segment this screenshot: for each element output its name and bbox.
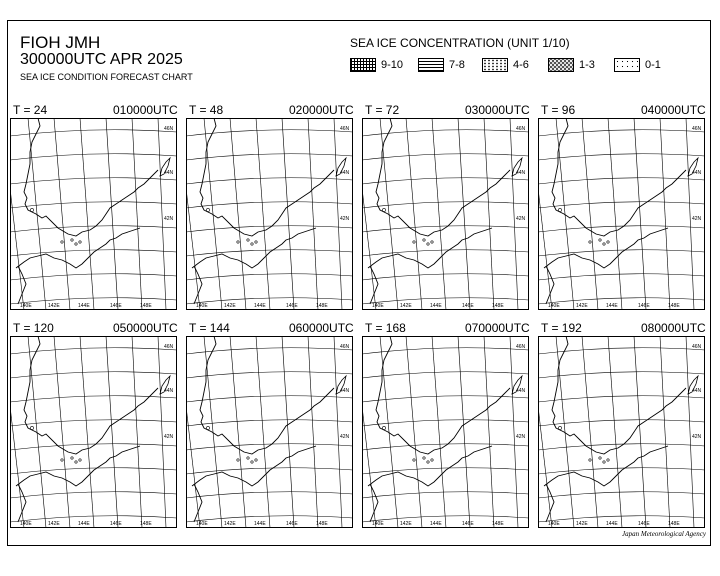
- legend-title: SEA ICE CONCENTRATION (UNIT 1/10): [350, 36, 570, 50]
- longitude-label: 142E: [224, 303, 236, 309]
- panel-8-forecast-hour: T = 192: [541, 321, 582, 335]
- latitude-label: 42N: [164, 216, 174, 222]
- longitude-label: 146E: [462, 303, 474, 309]
- panel-4-map: [538, 118, 705, 310]
- longitude-label: 148E: [316, 521, 328, 527]
- latitude-label: 46N: [340, 126, 350, 132]
- longitude-label: 140E: [20, 303, 32, 309]
- longitude-label: 148E: [316, 303, 328, 309]
- chart-subtitle: SEA ICE CONDITION FORECAST CHART: [20, 72, 193, 82]
- latitude-label: 44N: [516, 388, 526, 394]
- latitude-label: 42N: [164, 434, 174, 440]
- panel-3-valid-time: 030000UTC: [465, 103, 530, 117]
- longitude-label: 140E: [548, 303, 560, 309]
- longitude-label: 140E: [372, 303, 384, 309]
- longitude-label: 146E: [462, 521, 474, 527]
- latitude-label: 44N: [164, 170, 174, 176]
- panel-4-forecast-hour: T = 96: [541, 103, 576, 117]
- latitude-label: 44N: [164, 388, 174, 394]
- longitude-label: 148E: [140, 521, 152, 527]
- longitude-label: 142E: [576, 303, 588, 309]
- latitude-label: 42N: [340, 434, 350, 440]
- longitude-label: 148E: [668, 303, 680, 309]
- panel-6-forecast-hour: T = 144: [189, 321, 230, 335]
- longitude-label: 142E: [224, 521, 236, 527]
- latitude-label: 44N: [516, 170, 526, 176]
- longitude-label: 146E: [638, 521, 650, 527]
- longitude-label: 144E: [78, 521, 90, 527]
- panel-1-valid-time: 010000UTC: [113, 103, 178, 117]
- panel-3-map: [362, 118, 529, 310]
- panel-2-map: [186, 118, 353, 310]
- latitude-label: 46N: [164, 344, 174, 350]
- panel-6-map: [186, 336, 353, 528]
- longitude-label: 142E: [48, 303, 60, 309]
- latitude-label: 46N: [692, 344, 702, 350]
- longitude-label: 140E: [20, 521, 32, 527]
- panel-8-map: [538, 336, 705, 528]
- latitude-label: 46N: [516, 126, 526, 132]
- legend-swatch-circles: [548, 58, 574, 72]
- legend-label: 1-3: [579, 59, 595, 71]
- latitude-label: 44N: [692, 170, 702, 176]
- panel-1-map: [10, 118, 177, 310]
- panel-3-forecast-hour: T = 72: [365, 103, 400, 117]
- longitude-label: 140E: [372, 521, 384, 527]
- longitude-label: 144E: [430, 303, 442, 309]
- longitude-label: 144E: [430, 521, 442, 527]
- longitude-label: 144E: [254, 521, 266, 527]
- legend-swatch-vertical-dots: [482, 58, 508, 72]
- legend-swatch-grid: [350, 58, 376, 72]
- panel-7-forecast-hour: T = 168: [365, 321, 406, 335]
- longitude-label: 140E: [548, 521, 560, 527]
- longitude-label: 146E: [286, 303, 298, 309]
- longitude-label: 148E: [668, 521, 680, 527]
- longitude-label: 142E: [48, 521, 60, 527]
- longitude-label: 146E: [110, 521, 122, 527]
- longitude-label: 142E: [576, 521, 588, 527]
- legend-label: 7-8: [449, 59, 465, 71]
- longitude-label: 146E: [286, 521, 298, 527]
- longitude-label: 146E: [638, 303, 650, 309]
- longitude-label: 148E: [492, 303, 504, 309]
- longitude-label: 144E: [78, 303, 90, 309]
- latitude-label: 42N: [516, 216, 526, 222]
- longitude-label: 144E: [606, 521, 618, 527]
- panel-5-forecast-hour: T = 120: [13, 321, 54, 335]
- latitude-label: 46N: [340, 344, 350, 350]
- longitude-label: 144E: [606, 303, 618, 309]
- longitude-label: 146E: [110, 303, 122, 309]
- latitude-label: 44N: [692, 388, 702, 394]
- panel-7-map: [362, 336, 529, 528]
- legend-swatch-sparse-dots: [614, 58, 640, 72]
- latitude-label: 44N: [340, 170, 350, 176]
- longitude-label: 148E: [492, 521, 504, 527]
- panel-4-valid-time: 040000UTC: [641, 103, 706, 117]
- chart-title: FIOH JMH: [20, 33, 101, 52]
- agency-credit: Japan Meteorological Agency: [622, 530, 706, 538]
- longitude-label: 140E: [196, 521, 208, 527]
- longitude-label: 142E: [400, 521, 412, 527]
- latitude-label: 46N: [164, 126, 174, 132]
- latitude-label: 44N: [340, 388, 350, 394]
- panel-2-valid-time: 020000UTC: [289, 103, 354, 117]
- panel-5-valid-time: 050000UTC: [113, 321, 178, 335]
- legend-label: 4-6: [513, 59, 529, 71]
- panel-1-forecast-hour: T = 24: [13, 103, 48, 117]
- chart-issue-time: 300000UTC APR 2025: [20, 51, 183, 68]
- latitude-label: 42N: [340, 216, 350, 222]
- latitude-label: 46N: [516, 344, 526, 350]
- longitude-label: 142E: [400, 303, 412, 309]
- panel-2-forecast-hour: T = 48: [189, 103, 224, 117]
- longitude-label: 148E: [140, 303, 152, 309]
- latitude-label: 46N: [692, 126, 702, 132]
- panel-5-map: [10, 336, 177, 528]
- legend-swatch-horizontal-lines: [418, 58, 444, 72]
- legend-label: 0-1: [645, 59, 661, 71]
- panel-7-valid-time: 070000UTC: [465, 321, 530, 335]
- latitude-label: 42N: [516, 434, 526, 440]
- longitude-label: 140E: [196, 303, 208, 309]
- latitude-label: 42N: [692, 434, 702, 440]
- longitude-label: 144E: [254, 303, 266, 309]
- legend-label: 9-10: [381, 59, 404, 71]
- panel-8-valid-time: 080000UTC: [641, 321, 706, 335]
- latitude-label: 42N: [692, 216, 702, 222]
- panel-6-valid-time: 060000UTC: [289, 321, 354, 335]
